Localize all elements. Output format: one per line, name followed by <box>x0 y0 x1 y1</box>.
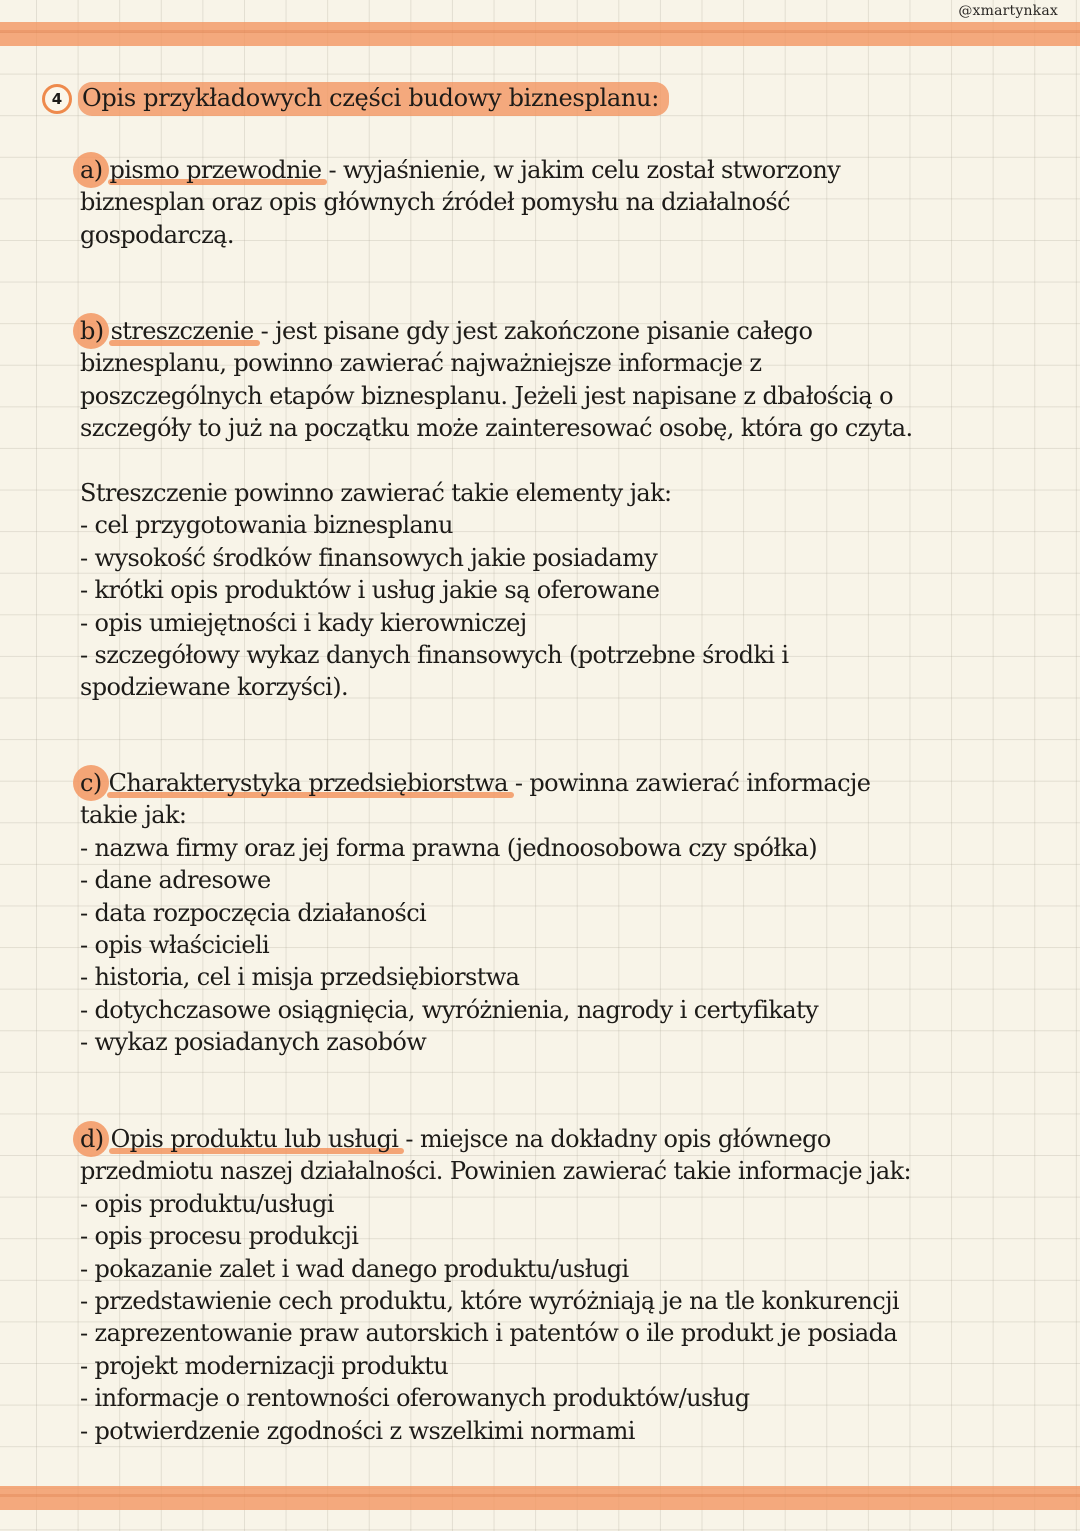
list-item: - projekt modernizacji produktu <box>80 1351 449 1380</box>
list-item: - szczegółowy wykaz danych finansowych (potrzebne środki i <box>80 641 789 670</box>
list-item: - potwierdzenie zgodności z wszelkimi normami <box>80 1416 635 1445</box>
list-item: - informacje o rentowności oferowanych produktów/usług <box>80 1384 750 1413</box>
list-item: spodziewane korzyści). <box>80 673 349 702</box>
section-d <box>80 1123 1050 1447</box>
list-item: - data rozpoczęcia działaności <box>80 898 427 927</box>
section-text: przedmiotu naszej działalności. Powinien zawierać takie informacje jak: <box>80 1157 912 1186</box>
section-text: - powinna zawierać informacje <box>507 769 871 797</box>
list-item: - opis umiejętności i kady kierowniczej <box>80 608 527 637</box>
section-text: takie jak: <box>80 801 187 830</box>
section-b <box>80 315 1050 704</box>
number-circle-icon: 4 <box>42 84 72 114</box>
section-letter-badge: d) <box>80 1123 104 1155</box>
section-c <box>80 767 1050 1059</box>
list-item: - pokazanie zalet i wad danego produktu/usługi <box>80 1254 629 1283</box>
section-letter-badge: b) <box>80 315 104 347</box>
section-text: - jest pisane gdy jest zakończone pisanie całego <box>253 317 813 345</box>
list-item: - opis produktu/usługi <box>80 1189 334 1218</box>
section-term: pismo przewodnie <box>110 154 322 186</box>
list-item: - nazwa firmy oraz jej forma prawna (jednoosobowa czy spółka) <box>80 833 817 862</box>
list-item: - dane adresowe <box>80 866 271 895</box>
section-term: Charakterystyka przedsiębiorstwa <box>109 767 508 799</box>
section-c-first-line <box>80 767 1050 799</box>
section-text: szczegóły to już na początku może zainteresować osobę, która go czyta. <box>80 414 913 443</box>
list-item: - opis procesu produkcji <box>80 1222 359 1251</box>
section-text: poszczególnych etapów biznesplanu. Jeżeli jest napisane z dbałością o <box>80 381 893 410</box>
top-decorative-band <box>0 22 1080 46</box>
section-b-first-line <box>80 315 1050 347</box>
list-item: - krótki opis produktów i usług jakie są oferowane <box>80 576 660 605</box>
section-text: - miejsce na dokładny opis głównego <box>398 1125 831 1153</box>
section-term: Opis produktu lub usługi <box>111 1123 399 1155</box>
section-heading <box>42 82 669 116</box>
list-item: - zaprezentowanie praw autorskich i patentów o ile produkt je posiada <box>80 1319 898 1348</box>
section-letter-badge: a) <box>80 154 102 186</box>
list-item: - wysokość środków finansowych jakie posiadamy <box>80 543 658 572</box>
section-term: streszczenie <box>111 315 254 347</box>
section-a-first-line <box>80 154 1050 186</box>
author-handle: @xmartynkax <box>958 3 1058 19</box>
list-intro: Streszczenie powinno zawierać takie elementy jak: <box>80 479 672 508</box>
section-letter-badge: c) <box>80 767 102 799</box>
list-item: - historia, cel i misja przedsiębiorstwa <box>80 963 520 992</box>
list-item: - wykaz posiadanych zasobów <box>80 1028 427 1057</box>
spacer <box>80 445 1050 477</box>
list-item: - cel przygotowania biznesplanu <box>80 511 453 540</box>
list-item: - dotychczasowe osiągnięcia, wyróżnienia, nagrody i certyfikaty <box>80 995 819 1024</box>
bottom-decorative-band <box>0 1486 1080 1510</box>
list-item: - przedstawienie cech produktu, które wyróżniają je na tle konkurencji <box>80 1287 900 1316</box>
section-text: biznesplanu, powinno zawierać najważniejsze informacje z <box>80 349 762 378</box>
page-title: Opis przykładowych części budowy biznesplanu: <box>78 82 669 116</box>
section-d-first-line <box>80 1123 1050 1155</box>
section-a <box>80 154 1050 251</box>
section-text: gospodarczą. <box>80 220 234 249</box>
section-text: biznesplan oraz opis głównych źródeł pomysłu na działalność <box>80 188 790 217</box>
section-text: - wyjaśnienie, w jakim celu został stworzony <box>321 156 841 184</box>
list-item: - opis właścicieli <box>80 931 270 960</box>
